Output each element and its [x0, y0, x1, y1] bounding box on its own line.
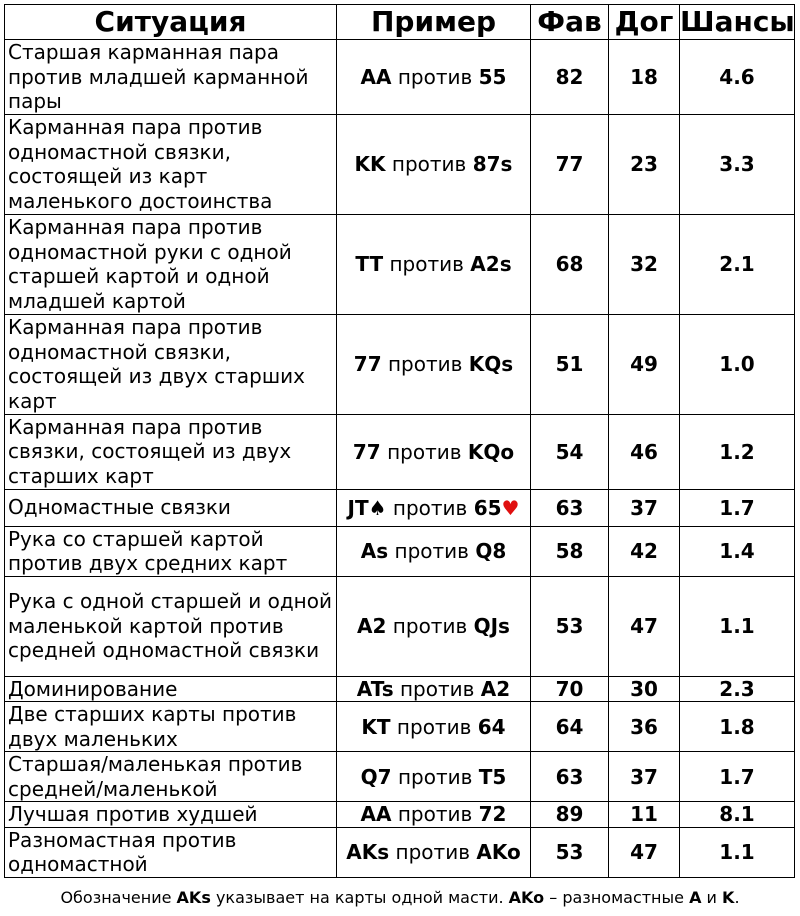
situation-cell: Карманная пара против одномастной связки, состоящей из двух старших карт — [5, 314, 337, 414]
footnote-text: – разномастные — [544, 888, 690, 907]
situation-cell: Карманная пара против связки, состоящей из двух старших карт — [5, 414, 337, 489]
footnote-text: Обозначение — [60, 888, 177, 907]
situation-cell: Две старших карты против двух маленьких — [5, 702, 337, 752]
odds-table — [4, 4, 795, 878]
footnote-text: и — [701, 888, 723, 907]
hand-b: A2 — [480, 676, 511, 701]
dog-cell: 30 — [609, 676, 680, 702]
table-row — [5, 40, 795, 115]
dog-cell: 47 — [609, 827, 680, 877]
dog-cell: 47 — [609, 576, 680, 676]
vs-word: против — [397, 64, 473, 89]
example-cell — [337, 702, 531, 752]
situation-cell: Карманная пара против одномастной связки, состоящей из карт маленького достоинства — [5, 114, 337, 214]
footnote-aks: AKs — [176, 888, 211, 907]
situation-cell: Разномастная против одномастной — [5, 827, 337, 877]
situation-cell: Старшая карманная пара против младшей карманной пары — [5, 40, 337, 115]
dog-cell: 37 — [609, 752, 680, 802]
header-dog: Дог — [609, 5, 680, 40]
table-row — [5, 752, 795, 802]
hand-b: A2s — [470, 252, 512, 276]
table-row — [5, 576, 795, 676]
hand-a: ATs — [356, 676, 394, 701]
hand-a: A2 — [357, 614, 387, 638]
hand-a: AA — [360, 64, 392, 89]
fav-cell: 51 — [531, 314, 609, 414]
hand-a: TT — [355, 252, 384, 276]
header-example: Пример — [337, 5, 531, 40]
fav-cell: 77 — [531, 114, 609, 214]
vs-word: против — [396, 714, 472, 739]
table-row — [5, 114, 795, 214]
hand-b: 72 — [478, 802, 507, 827]
odds-cell: 1.4 — [680, 526, 795, 576]
example-cell — [337, 676, 531, 702]
example-cell — [337, 827, 531, 877]
footnote-k: K — [722, 888, 735, 907]
hand-b: QJs — [473, 614, 510, 638]
heart-icon: ♥ — [501, 495, 520, 520]
example-cell — [337, 526, 531, 576]
vs-word: против — [392, 495, 468, 520]
header-odds: Шансы — [680, 5, 795, 38]
header-row — [5, 5, 795, 40]
odds-cell: 1.7 — [680, 752, 795, 802]
vs-word: против — [399, 676, 475, 701]
situation-cell: Рука со старшей картой против двух средних карт — [5, 526, 337, 576]
hand-b: Q8 — [475, 539, 507, 563]
hand-a: AA — [360, 802, 392, 827]
odds-cell: 8.1 — [680, 802, 795, 828]
odds-cell: 1.1 — [680, 827, 795, 877]
odds-cell: 4.6 — [680, 40, 795, 115]
odds-cell: 2.1 — [680, 214, 795, 314]
footnote-text: . — [734, 888, 740, 907]
dog-cell: 11 — [609, 802, 680, 828]
fav-cell: 63 — [531, 752, 609, 802]
vs-word: против — [394, 539, 469, 563]
vs-word: против — [395, 840, 470, 864]
table-row — [5, 414, 795, 489]
situation-cell: Старшая/маленькая против средней/маленькой — [5, 752, 337, 802]
table-row — [5, 702, 795, 752]
hand-b: AKo — [476, 840, 521, 864]
fav-cell: 68 — [531, 214, 609, 314]
footnote-text: указывает на карты одной масти. — [210, 888, 509, 907]
hand-a: 77 — [352, 439, 381, 464]
table-row — [5, 802, 795, 828]
header-fav: Фав — [531, 5, 609, 40]
hand-a: Q7 — [360, 764, 392, 789]
vs-word: против — [387, 439, 462, 464]
vs-word: против — [397, 802, 473, 827]
fav-cell: 54 — [531, 414, 609, 489]
hand-b: KQs — [468, 352, 514, 376]
footnote-ako: AKo — [508, 888, 545, 907]
vs-word: против — [387, 352, 463, 376]
hand-a: JT — [347, 495, 369, 520]
dog-cell: 46 — [609, 414, 680, 489]
example-cell — [337, 576, 531, 676]
vs-word: против — [389, 252, 464, 276]
table-row — [5, 489, 795, 526]
fav-cell: 64 — [531, 702, 609, 752]
fav-cell: 53 — [531, 576, 609, 676]
footnote-a: A — [689, 888, 702, 907]
hand-a: As — [360, 539, 389, 563]
fav-cell: 63 — [531, 489, 609, 526]
hand-b: 55 — [478, 64, 507, 89]
hand-a: 77 — [353, 352, 382, 376]
example-cell — [337, 314, 531, 414]
dog-cell: 23 — [609, 114, 680, 214]
header-situation: Ситуация — [5, 5, 337, 40]
hand-b: 64 — [477, 714, 506, 739]
example-cell — [337, 414, 531, 489]
hand-a: AKs — [346, 840, 390, 864]
hand-a: KT — [361, 714, 391, 739]
table-row — [5, 827, 795, 877]
odds-cell: 1.0 — [680, 314, 795, 414]
spade-icon: ♠ — [368, 495, 387, 520]
table-row — [5, 314, 795, 414]
hand-a: KK — [354, 152, 386, 176]
situation-cell: Одномастные связки — [5, 489, 337, 526]
fav-cell: 53 — [531, 827, 609, 877]
hand-b: KQo — [467, 439, 515, 464]
vs-word: против — [391, 152, 467, 176]
situation-cell: Доминирование — [5, 676, 337, 702]
odds-cell: 3.3 — [680, 114, 795, 214]
dog-cell: 37 — [609, 489, 680, 526]
example-cell — [337, 114, 531, 214]
table-row — [5, 676, 795, 702]
odds-cell: 1.1 — [680, 576, 795, 676]
fav-cell: 89 — [531, 802, 609, 828]
vs-word: против — [397, 764, 473, 789]
odds-cell: 1.7 — [680, 489, 795, 526]
dog-cell: 49 — [609, 314, 680, 414]
example-cell — [337, 40, 531, 115]
hand-b: T5 — [478, 764, 507, 789]
odds-cell: 1.2 — [680, 414, 795, 489]
example-cell — [337, 802, 531, 828]
fav-cell: 82 — [531, 40, 609, 115]
footnote — [0, 887, 800, 909]
dog-cell: 42 — [609, 526, 680, 576]
hand-b: 65 — [473, 495, 502, 520]
hand-b: 87s — [472, 152, 513, 176]
situation-cell: Карманная пара против одномастной руки с одной старшей картой и одной младшей картой — [5, 214, 337, 314]
table-row — [5, 214, 795, 314]
example-cell — [337, 214, 531, 314]
fav-cell: 58 — [531, 526, 609, 576]
odds-cell: 2.3 — [680, 676, 795, 702]
odds-cell: 1.8 — [680, 702, 795, 752]
vs-word: против — [392, 614, 468, 638]
example-cell — [337, 752, 531, 802]
situation-cell: Лучшая против худшей — [5, 802, 337, 828]
dog-cell: 32 — [609, 214, 680, 314]
dog-cell: 36 — [609, 702, 680, 752]
fav-cell: 70 — [531, 676, 609, 702]
example-cell — [337, 489, 531, 526]
situation-cell: Рука с одной старшей и одной маленькой картой против средней одномастной связки — [5, 576, 337, 676]
dog-cell: 18 — [609, 40, 680, 115]
table-row — [5, 526, 795, 576]
